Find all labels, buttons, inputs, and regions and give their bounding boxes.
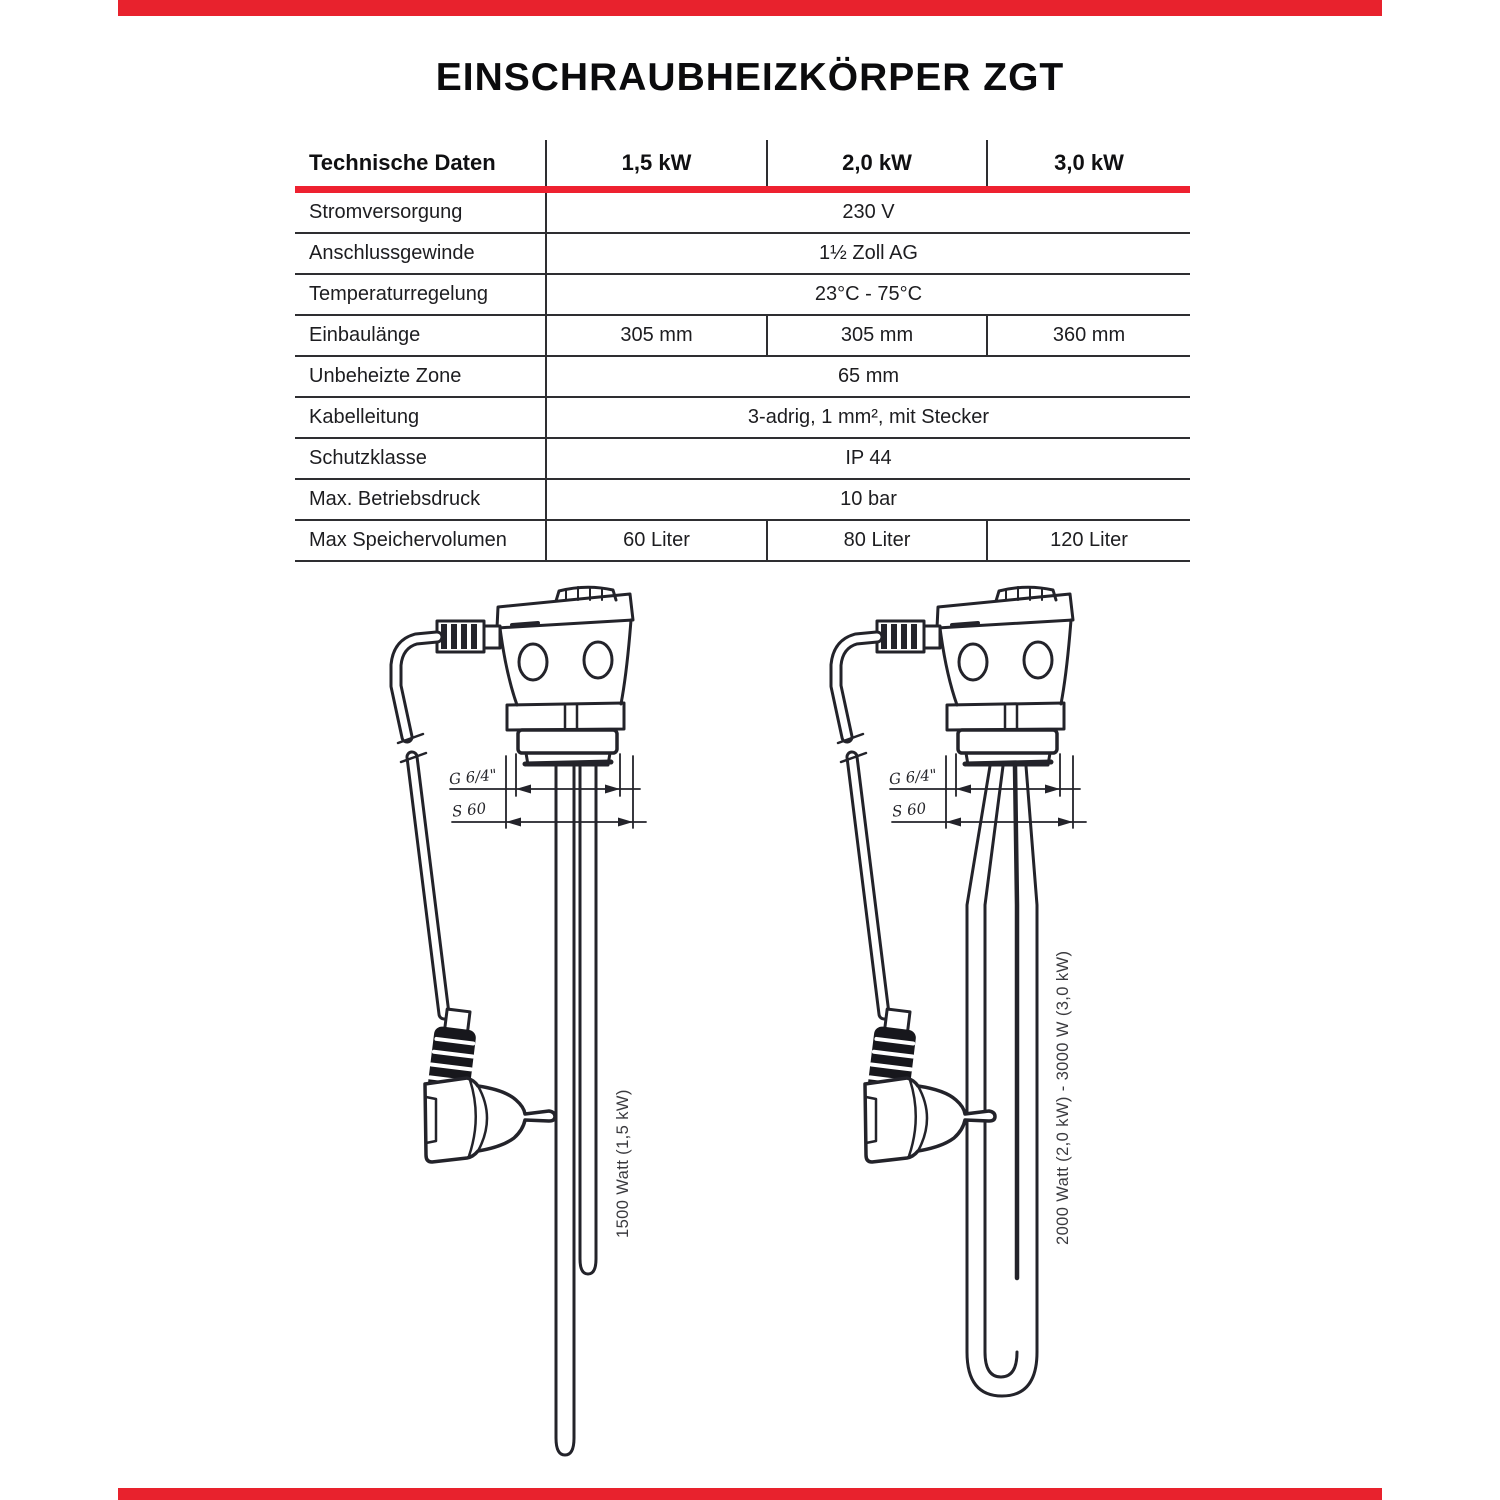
row-temperaturregelung <box>295 275 1190 316</box>
screw-hole <box>519 644 547 680</box>
bottom-red-bar <box>118 1488 1382 1500</box>
row-value: 23°C - 75°C <box>814 283 923 305</box>
row-value-3-0kw: 360 mm <box>1052 324 1126 346</box>
thread-dimension-label: G 6/4" <box>888 765 938 789</box>
row-anschlussgewinde <box>295 234 1190 275</box>
row-value-3-0kw: 120 Liter <box>1050 529 1128 551</box>
row-stromversorgung <box>295 193 1190 234</box>
table-header-label: Technische Daten <box>295 140 547 186</box>
heating-rod <box>556 766 574 1455</box>
spec-table <box>295 140 1190 562</box>
row-value: IP 44 <box>845 447 892 469</box>
heating-loop-inner <box>985 766 1017 1377</box>
row-max-betriebsdruck <box>295 480 1190 521</box>
header-red-rule <box>295 186 1190 193</box>
row-value: 65 mm <box>837 365 900 387</box>
table-header-col-2-0kw: 2,0 kW <box>768 140 988 186</box>
top-red-bar <box>118 0 1382 16</box>
schuko-plug <box>865 1078 995 1162</box>
screw-hole <box>959 644 987 680</box>
sensor-line <box>1015 766 1017 1278</box>
schuko-plug <box>425 1078 555 1162</box>
row-value-1-5kw: 60 Liter <box>547 521 768 560</box>
thread-plug <box>518 730 617 753</box>
heating-loop-outer <box>967 766 1037 1396</box>
row-label: Temperaturregelung <box>295 275 547 314</box>
row-value-2-0kw: 80 Liter <box>768 521 988 560</box>
row-label: Kabelleitung <box>295 398 547 437</box>
sensor-tube <box>580 766 596 1274</box>
row-label: Max Speichervolumen <box>295 521 547 560</box>
row-unbeheizte-zone <box>295 357 1190 398</box>
row-max-speichervolumen <box>295 521 1190 562</box>
screw-hole <box>584 642 612 678</box>
table-header-col-3-0kw: 3,0 kW <box>1054 150 1124 175</box>
row-label: Einbaulänge <box>295 316 547 355</box>
table-header-col-1-5kw: 1,5 kW <box>547 140 768 186</box>
row-value: 10 bar <box>840 488 897 510</box>
row-label: Max. Betriebsdruck <box>295 480 547 519</box>
row-value: 230 V <box>842 201 895 223</box>
thread-plug <box>958 730 1057 753</box>
heater-drawing-1-5kw <box>370 575 700 1470</box>
row-value-1-5kw: 305 mm <box>547 316 768 355</box>
row-value: 3-adrig, 1 mm², mit Stecker <box>747 406 990 428</box>
screw-hole <box>1024 642 1052 678</box>
thread-dimension-label: G 6/4" <box>448 765 498 789</box>
row-kabelleitung <box>295 398 1190 439</box>
row-schutzklasse <box>295 439 1190 480</box>
row-label: Unbeheizte Zone <box>295 357 547 396</box>
row-label: Stromversorgung <box>295 193 547 232</box>
table-header-row <box>295 140 1190 186</box>
power-label-left: 1500 Watt (1,5 kW) <box>614 1089 632 1238</box>
heater-drawing-2-0-3-0kw <box>810 575 1140 1470</box>
row-einbaulaenge <box>295 316 1190 357</box>
row-value-2-0kw: 305 mm <box>768 316 988 355</box>
hex-dimension-label: S 60 <box>891 799 927 821</box>
power-label-right: 2000 Watt (2,0 kW) - 3000 W (3,0 kW) <box>1054 950 1072 1245</box>
page-title: EINSCHRAUBHEIZKÖRPER ZGT <box>435 56 1065 99</box>
row-value: 1½ Zoll AG <box>819 242 918 264</box>
row-label: Anschlussgewinde <box>295 234 547 273</box>
row-label: Schutzklasse <box>295 439 547 478</box>
hex-dimension-label: S 60 <box>451 799 487 821</box>
